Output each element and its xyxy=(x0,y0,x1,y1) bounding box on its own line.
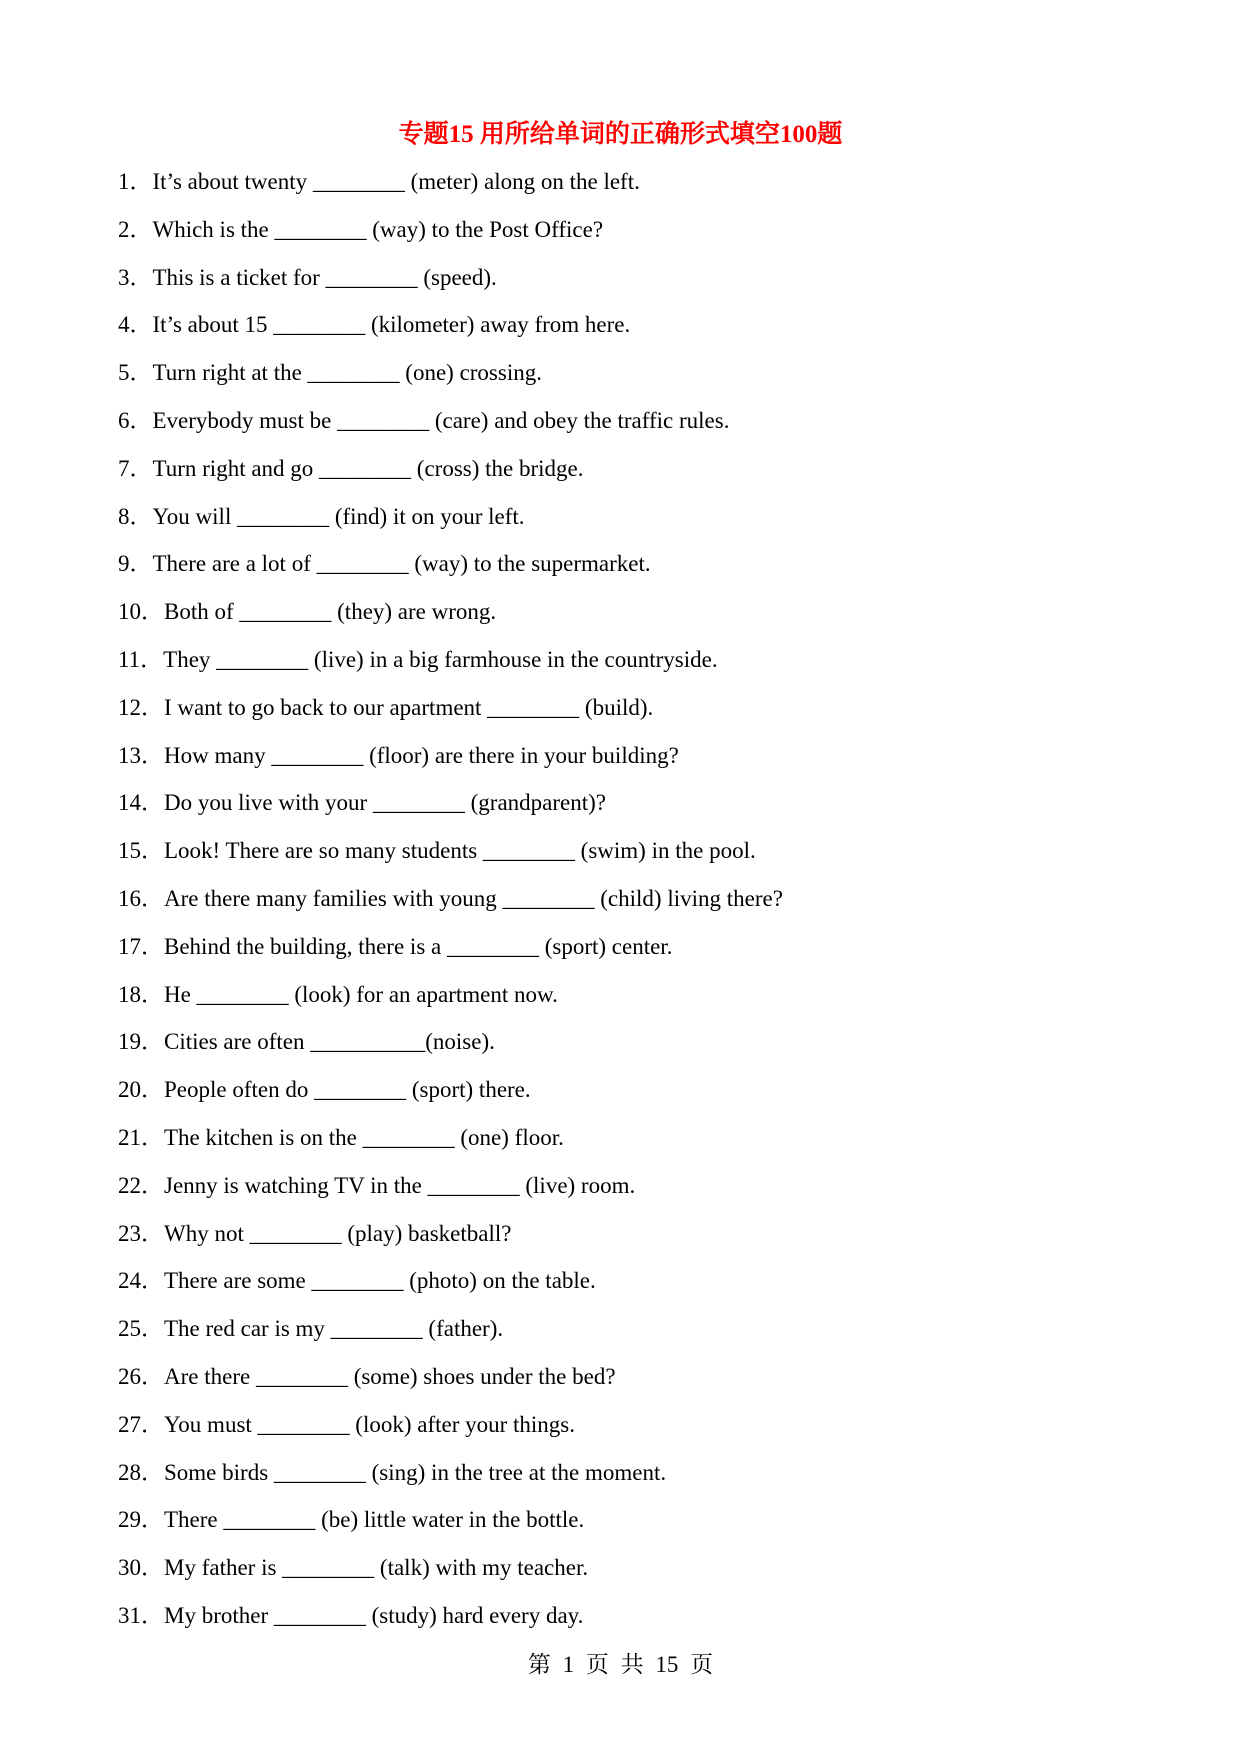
question-text: He ________ (look) for an apartment now. xyxy=(164,981,558,1007)
question-item xyxy=(118,1025,1128,1073)
question-text: It’s about 15 ________ (kilometer) away from here. xyxy=(152,312,631,338)
question-number: 21． xyxy=(118,1124,164,1150)
question-number: 10． xyxy=(118,599,164,625)
question-text: I want to go back to our apartment ________ (build). xyxy=(164,694,654,720)
question-number: 25． xyxy=(118,1316,164,1342)
question-item xyxy=(118,1360,1128,1408)
question-text: Behind the building, there is a ________ (sport) center. xyxy=(164,933,673,959)
question-number: 13． xyxy=(118,742,164,768)
question-number: 1． xyxy=(118,169,153,194)
question-item xyxy=(118,691,1128,739)
question-item xyxy=(118,834,1128,882)
question-text: Jenny is watching TV in the ________ (live) room. xyxy=(164,1172,636,1198)
question-number: 22． xyxy=(118,1172,164,1198)
question-number: 20． xyxy=(118,1077,164,1103)
question-text: There are a lot of ________ (way) to the supermarket. xyxy=(152,551,651,577)
question-text: My father is ________ (talk) with my teacher. xyxy=(164,1555,589,1581)
question-text: This is a ticket for ________ (speed). xyxy=(152,264,497,290)
question-number: 7． xyxy=(118,455,153,481)
question-text: They ________ (live) in a big farmhouse in the countryside. xyxy=(163,646,718,672)
question-item xyxy=(118,1408,1128,1456)
question-item xyxy=(118,739,1128,787)
question-text: Turn right at the ________ (one) crossing. xyxy=(152,360,542,386)
question-number: 8． xyxy=(118,503,153,529)
question-text: Are there many families with young ________ (child) living there? xyxy=(164,885,783,911)
question-item xyxy=(118,547,1128,595)
question-number: 2． xyxy=(118,216,153,242)
question-text: Look! There are so many students ________ (swim) in the pool. xyxy=(164,838,756,864)
question-item xyxy=(118,1456,1128,1504)
question-text: You must ________ (look) after your things. xyxy=(164,1411,576,1437)
question-number: 23． xyxy=(118,1220,164,1246)
question-number: 31． xyxy=(118,1602,164,1628)
question-item xyxy=(118,595,1128,643)
question-text: Turn right and go ________ (cross) the bridge. xyxy=(152,455,584,481)
question-item xyxy=(118,1169,1128,1217)
question-item xyxy=(118,308,1128,356)
question-item xyxy=(118,1264,1128,1312)
question-text: Both of ________ (they) are wrong. xyxy=(164,599,497,625)
question-item xyxy=(118,452,1128,500)
question-text: Cities are often __________(noise). xyxy=(164,1029,495,1055)
question-text: The red car is my ________ (father). xyxy=(164,1316,504,1342)
question-number: 9． xyxy=(118,551,153,577)
question-text: Are there ________ (some) shoes under the bed? xyxy=(164,1363,616,1389)
question-item xyxy=(118,1503,1128,1551)
question-text: The kitchen is on the ________ (one) floor. xyxy=(164,1124,564,1150)
question-text: Why not ________ (play) basketball? xyxy=(164,1220,512,1246)
question-item xyxy=(118,1599,1128,1647)
question-number: 19． xyxy=(118,1029,164,1055)
question-text: People often do ________ (sport) there. xyxy=(164,1077,531,1103)
question-item xyxy=(118,213,1128,261)
question-item xyxy=(118,1551,1128,1599)
question-item xyxy=(118,1073,1128,1121)
question-item xyxy=(118,261,1128,309)
question-text: There ________ (be) little water in the bottle. xyxy=(164,1507,585,1533)
question-text: My brother ________ (study) hard every day. xyxy=(164,1602,584,1628)
question-text: Everybody must be ________ (care) and obey the traffic rules. xyxy=(152,407,730,433)
page-footer: 第 1 页 共 15 页 xyxy=(527,1652,714,1677)
question-number: 14． xyxy=(118,790,164,816)
question-number: 4． xyxy=(118,312,153,338)
question-number: 29． xyxy=(118,1507,164,1533)
question-item xyxy=(118,1217,1128,1265)
question-text: There are some ________ (photo) on the table. xyxy=(164,1268,596,1294)
question-item xyxy=(118,786,1128,834)
question-number: 5． xyxy=(118,360,153,386)
question-number: 28． xyxy=(118,1459,164,1485)
question-text: You will ________ (find) it on your left. xyxy=(152,503,525,529)
question-text: Do you live with your ________ (grandparent)? xyxy=(164,790,607,816)
question-text: Some birds ________ (sing) in the tree at the moment. xyxy=(164,1459,667,1485)
question-item xyxy=(118,1121,1128,1169)
question-number: 26． xyxy=(118,1363,164,1389)
question-item xyxy=(118,500,1128,548)
question-item xyxy=(118,930,1128,978)
question-item xyxy=(118,356,1128,404)
question-number: 17． xyxy=(118,933,164,959)
question-list xyxy=(118,165,1128,1647)
question-number: 18． xyxy=(118,981,164,1007)
question-item xyxy=(118,978,1128,1026)
question-text: Which is the ________ (way) to the Post Office? xyxy=(152,216,604,242)
question-number: 16． xyxy=(118,885,164,911)
question-number: 15． xyxy=(118,838,164,864)
question-number: 6． xyxy=(118,407,153,433)
question-text: How many ________ (floor) are there in your building? xyxy=(164,742,679,768)
question-text: It’s about twenty ________ (meter) along on the left. xyxy=(152,169,640,194)
document-title: 专题15 用所给单词的正确形式填空100题 xyxy=(398,121,843,148)
question-number: 27． xyxy=(118,1411,164,1437)
question-item xyxy=(118,1312,1128,1360)
question-number: 3． xyxy=(118,264,153,290)
question-item xyxy=(118,165,1128,213)
question-number: 12． xyxy=(118,694,164,720)
question-item xyxy=(118,404,1128,452)
question-item xyxy=(118,882,1128,930)
question-number: 30． xyxy=(118,1555,164,1581)
question-number: 11． xyxy=(118,646,164,672)
question-item xyxy=(118,643,1128,691)
question-number: 24． xyxy=(118,1268,164,1294)
